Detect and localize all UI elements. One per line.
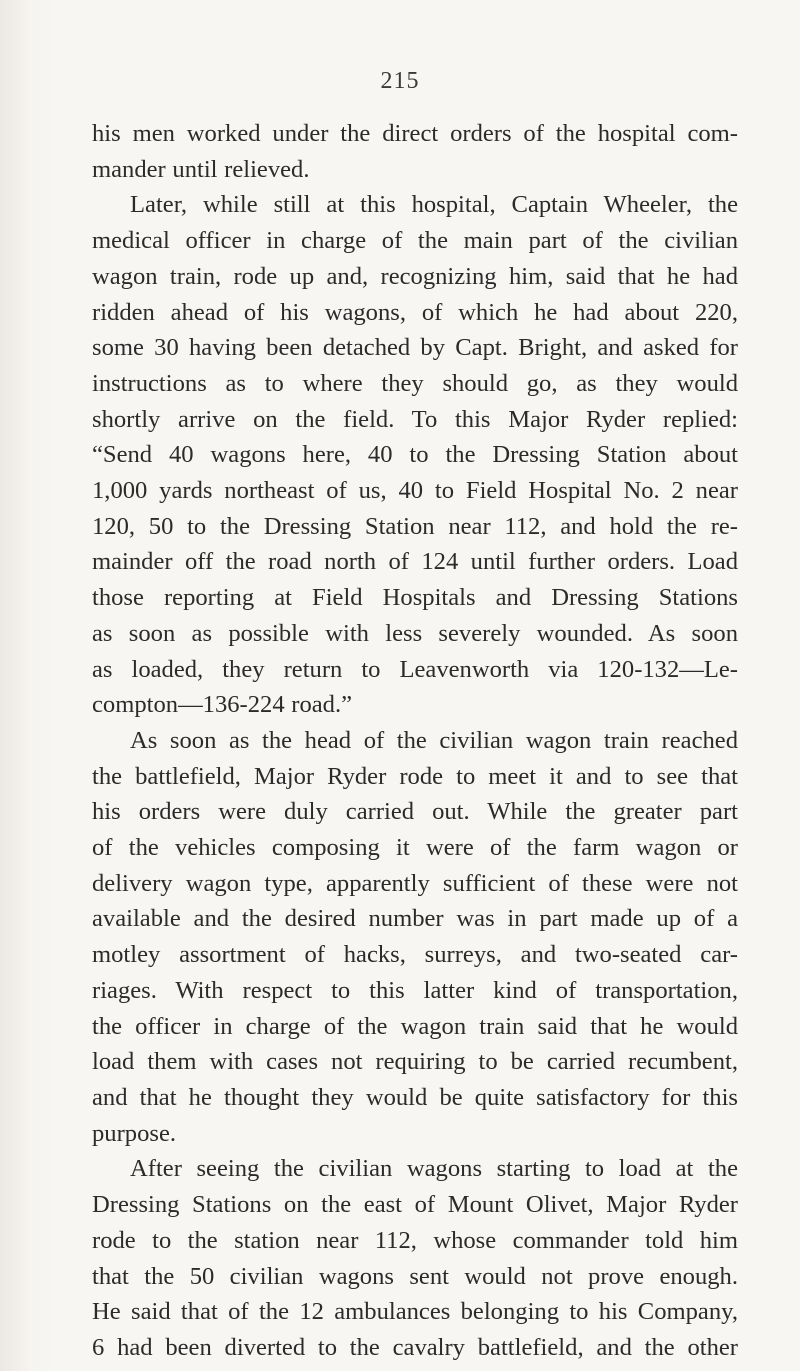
text-line: that the 50 civilian wagons sent would not prove enough. xyxy=(92,1262,738,1290)
text-line: mainder off the road north of 124 until further orders. Load xyxy=(92,548,738,576)
text-line: medical officer in charge of the main part of the civilian xyxy=(92,227,738,255)
text-line: rode to the station near 112, whose commander told him xyxy=(92,1226,738,1254)
text-line: of the vehicles composing it were of the farm wagon or xyxy=(92,834,738,862)
text-line: and that he thought they would be quite satisfactory for this xyxy=(92,1083,738,1111)
text-line: As soon as the head of the civilian wagon train reached xyxy=(130,726,738,754)
text-line: those reporting at Field Hospitals and Dressing Stations xyxy=(92,584,738,612)
text-line: purpose. xyxy=(92,1119,177,1147)
text-line: 120, 50 to the Dressing Station near 112, and hold the re- xyxy=(92,512,738,540)
text-line: “Send 40 wagons here, 40 to the Dressing Station about xyxy=(92,441,738,469)
text-line: ridden ahead of his wagons, of which he had about 220, xyxy=(92,298,738,326)
text-line: wagon train, rode up and, recognizing him, said that he had xyxy=(92,262,738,290)
text-line: Dressing Stations on the east of Mount Olivet, Major Ryder xyxy=(92,1191,738,1219)
text-line: delivery wagon type, apparently sufficient of these were not xyxy=(92,869,738,897)
text-line: After seeing the civilian wagons starting to load at the xyxy=(130,1155,738,1183)
text-line: as loaded, they return to Leavenworth via 120-132—Le- xyxy=(92,655,738,683)
text-line: as soon as possible with less severely wounded. As soon xyxy=(92,619,738,647)
text-line: motley assortment of hacks, surreys, and two-seated car- xyxy=(92,941,738,969)
text-line: riages. With respect to this latter kind of transportation, xyxy=(92,976,738,1004)
text-line: the battlefield, Major Ryder rode to meet it and to see that xyxy=(92,762,738,790)
paragraph xyxy=(92,1151,738,1365)
text-line: load them with cases not requiring to be carried recumbent, xyxy=(92,1048,738,1076)
text-line: some 30 having been detached by Capt. Bright, and asked for xyxy=(92,334,738,362)
paragraph xyxy=(92,723,738,1151)
text-line: 1,000 yards northeast of us, 40 to Field Hospital No. 2 near xyxy=(92,477,738,505)
page-number: 215 xyxy=(380,68,420,94)
paragraph xyxy=(92,116,738,187)
text-line: He said that of the 12 ambulances belonging to his Company, xyxy=(92,1298,738,1326)
text-line: his orders were duly carried out. While the greater part xyxy=(92,798,738,826)
text-line: compton—136-224 road.” xyxy=(92,691,353,719)
text-line: shortly arrive on the field. To this Major Ryder replied: xyxy=(92,405,738,433)
body-text xyxy=(92,116,738,1366)
text-line: instructions as to where they should go, as they would xyxy=(92,369,738,397)
text-line: his men worked under the direct orders of the hospital com- xyxy=(92,120,738,147)
text-line: the officer in charge of the wagon train said that he would xyxy=(92,1012,738,1040)
paragraph xyxy=(92,187,738,723)
text-line: mander until relieved. xyxy=(92,155,310,183)
text-line: available and the desired number was in part made up of a xyxy=(92,905,738,933)
text-line: Later, while still at this hospital, Captain Wheeler, the xyxy=(130,191,738,219)
text-line: 6 had been diverted to the cavalry battlefield, and the other xyxy=(92,1333,738,1361)
